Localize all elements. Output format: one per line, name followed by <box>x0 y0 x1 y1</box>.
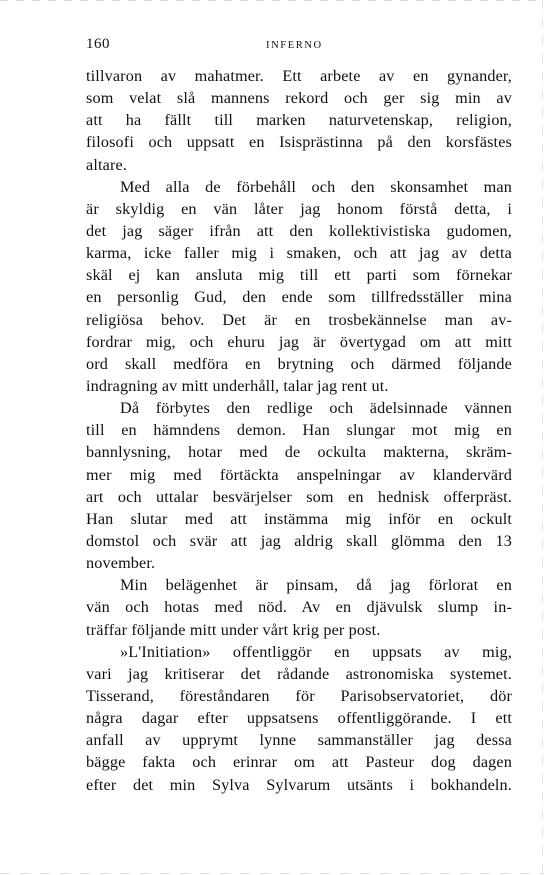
text-line: altare. <box>86 155 128 174</box>
text-line: art och uttalar besvärjelser som en hednisk offerpräst. <box>86 487 512 506</box>
text-line: som velat slå mannens rekord och ger sig min av <box>86 89 512 108</box>
text-line: ord skall medföra en brytning och därmed följande <box>86 354 512 373</box>
body-text <box>86 65 512 796</box>
top-scan-edge <box>0 0 544 3</box>
text-line: Med alla de förbehåll och den skonsamhet man <box>120 177 512 196</box>
text-line: domstol och svär att jag aldrig skall glömma den 13 <box>86 531 512 550</box>
text-line: skäl ej kan ansluta mig till ett parti som förnekar <box>86 266 512 285</box>
text-line: några dagar efter uppsatsens offentliggörande. I ett <box>86 709 512 728</box>
text-line: träffar följande mitt under vårt krig per post. <box>86 620 381 639</box>
text-line: bannlysning, hotar med de ockulta makterna, skräm- <box>86 443 512 462</box>
text-line: vari jag kritiserar det rådande astronomiska systemet. <box>86 664 512 683</box>
text-line: anfall av upprymt lynne sammanställer jag dessa <box>86 731 512 750</box>
text-line: efter det min Sylva Sylvarum utsänts i bokhandeln. <box>86 775 512 794</box>
page-header <box>86 36 512 56</box>
text-line: Då förbytes den redlige och ädelsinnade vännen <box>120 399 512 418</box>
text-line: »L'Initiation» offentliggör en uppsats av mig, <box>120 642 512 661</box>
text-line: religiösa behov. Det är en trosbekännelse man av- <box>86 310 512 329</box>
text-line: är skyldig en vän låter jag honom förstå detta, i <box>86 199 512 218</box>
text-line: vän och hotas med nöd. Av en djävulsk slump in- <box>86 598 512 617</box>
text-line: Min belägenhet är pinsam, då jag förlorat en <box>120 576 512 595</box>
text-line: fordrar mig, och ehuru jag är övertygad om att mitt <box>86 332 512 351</box>
page-number: 160 <box>86 36 110 52</box>
text-line: filosofi och uppsatt en Isisprästinna på den korsfästes <box>86 133 512 152</box>
text-line: bägge fakta och erinrar om att Pasteur dog dagen <box>86 753 512 772</box>
text-line: Han slutar med att instämma mig inför en ockult <box>86 509 512 528</box>
running-title: INFERNO <box>266 40 323 51</box>
text-line: till en hämndens demon. Han slungar mot mig en <box>86 421 512 440</box>
text-line: Tisserand, föreståndaren för Parisobservatoriet, dör <box>86 686 512 705</box>
text-line: det jag säger ifrån att den kollektivistiska gudomen, <box>86 221 512 240</box>
text-line: tillvaron av mahatmer. Ett arbete av en gynander, <box>86 67 512 85</box>
text-line: mer mig med förtäckta anspelningar av klandervärd <box>86 465 512 484</box>
text-line: karma, icke faller mig i smaken, och att jag av detta <box>86 244 512 263</box>
text-line: november. <box>86 554 156 573</box>
text-line: indragning av mitt underhåll, talar jag rent ut. <box>86 376 389 395</box>
text-line: en personlig Gud, den ende som tillfredsställer mina <box>86 288 512 307</box>
text-line: att ha fällt till marken naturvetenskap, religion, <box>86 111 512 130</box>
